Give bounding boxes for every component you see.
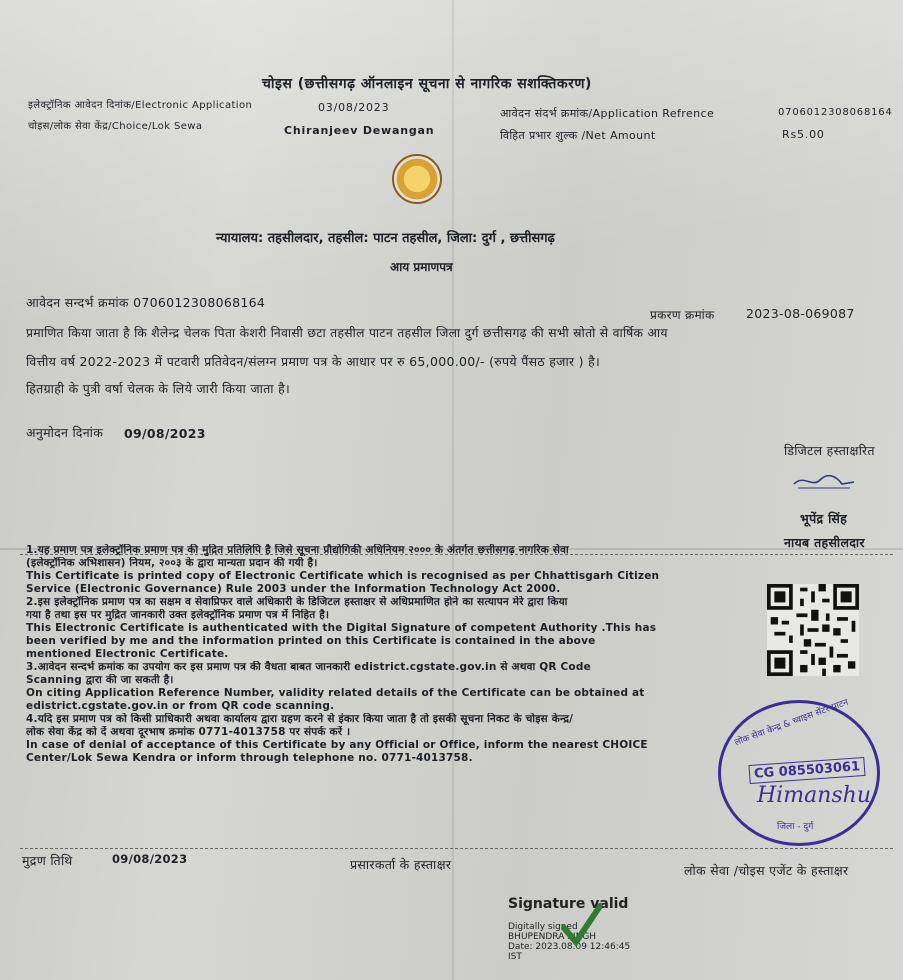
signature-line: Digitally signed xyxy=(508,922,578,932)
choice-center-label: चोइस/लोक सेवा केंद्र/Choice/Lok Sewa xyxy=(28,121,203,132)
signature-line: Date: 2023.08.09 12:46:45 xyxy=(508,942,631,952)
note-line: लोक सेवा केंद्र को दें अथवा दूरभाष क्रमांक 0771-4013758 पर संपर्क करें । xyxy=(26,726,351,738)
agent-rubber-stamp xyxy=(718,697,880,846)
note-line: Scanning द्वारा की जा सकती है। xyxy=(26,674,174,686)
note-line: On citing Application Reference Number, validity related details of the Certificate can be obtained at xyxy=(26,687,645,699)
header-title: चोइस (छत्तीसगढ़ ऑनलाइन सूचना से नागरिक सशक्तिकरण) xyxy=(262,76,592,92)
stamp-text-top: लोक सेवा केन्द्र & च्वाइस सेंटर पाटन xyxy=(733,697,850,749)
stamp-text-bottom: जिला - दुर्ग xyxy=(777,822,814,832)
note-line: 4.यदि इस प्रमाण पत्र को किसी प्राधिकारी अथवा कार्यालय द्वारा ग्रहण करने से इंकार किया जाता है तो इसकी सूचना निकट के चोइस केन्द्र/ xyxy=(26,713,574,725)
note-line: edistrict.cgstate.gov.in or from QR code scanning. xyxy=(26,700,335,712)
certificate-body-line: प्रमाणित किया जाता है कि शैलेन्द्र चेलक पिता केशरी निवासी छटा तहसील पाटन तहसील जिला दुर्ग छत्तीसगढ़ की सभी स्रोतो से वार्षिक आय xyxy=(26,326,668,340)
note-line: गया है तथा इस पर मुद्रित जानकारी उक्त इलेक्ट्रॉनिक प्रमाण पत्र में निहित है। xyxy=(26,609,330,621)
divider xyxy=(20,848,893,849)
application-reference-number: 070601230806816​4 xyxy=(778,107,893,118)
signature-line: BHUPENDRA SINGH xyxy=(508,932,597,942)
case-number: 2023-08-069087 xyxy=(746,306,855,321)
officer-designation: नायब तहसीलदार xyxy=(784,535,865,550)
application-reference-label: आवेदन संदर्भ क्रमांक/Application Refrence xyxy=(500,107,715,120)
note-line: (इलेक्ट्रॉनिक अभिशासन) नियम, २००३ के द्वारा मान्यता प्रदान की गयी है। xyxy=(26,557,318,569)
approval-date: 09/08/2023 xyxy=(124,426,206,441)
issuer-sign-label: प्रसारकर्ता के हस्ताक्षर xyxy=(350,857,452,872)
fold-line xyxy=(452,0,454,980)
signature-valid-title: Signature valid xyxy=(508,896,629,912)
certificate-notes xyxy=(26,544,726,765)
note-line: In case of denial of acceptance of this Certificate by any Official or Office, inform the nearest CHOICE xyxy=(26,739,648,751)
choice-center-name: Chiranjeev Dewangan xyxy=(284,124,435,137)
application-date: 03/08/2023 xyxy=(318,101,390,114)
officer-signature-icon xyxy=(790,470,860,492)
note-line: mentioned Electronic Certificate. xyxy=(26,648,229,660)
signature-line: IST xyxy=(508,952,522,962)
application-date-label: इलेक्ट्रॉनिक आवेदन दिनांक/Electronic Application xyxy=(28,100,253,111)
note-line: This Electronic Certificate is authenticated with the Digital Signature of competent Authority .This has xyxy=(26,622,657,634)
qr-code-icon[interactable] xyxy=(764,584,862,676)
state-emblem-icon xyxy=(392,154,442,204)
court-line: न्यायालय: तहसीलदार, तहसील: पाटन तहसील, जिला: दुर्ग , छत्तीसगढ़ xyxy=(216,231,555,246)
stamp-number: CG 085503061 xyxy=(748,757,865,784)
agent-sign-label: लोक सेवा /चोइस एजेंट के हस्ताक्षर xyxy=(684,863,849,878)
print-date: 09/08/2023 xyxy=(112,852,188,866)
approval-date-label: अनुमोदन दिनांक xyxy=(26,425,104,440)
net-amount-label: विहित प्रभार शुल्क /Net Amount xyxy=(500,129,656,142)
note-line: Center/Lok Sewa Kendra or inform through telephone no. 0771-4013758. xyxy=(26,752,473,764)
certificate-body-line: वित्तीय वर्ष 2022-2023 में पटवारी प्रतिवेदन/संलग्न प्रमाण पत्र के आधार पर रु 65,000.00/- (रुपये पैंसठ हजार ) है। xyxy=(26,354,601,369)
net-amount: Rs5.00 xyxy=(782,128,825,141)
certificate-title: आय प्रमाणपत्र xyxy=(390,260,453,274)
certificate-body-line: हितग्राही के पुत्री वर्षा चेलक के लिये जारी किया जाता है। xyxy=(26,381,291,396)
agent-signature: Himanshu xyxy=(757,783,871,808)
note-line: 1.यह प्रमाण पत्र इलेक्ट्रॉनिक प्रमाण पत्र की मुद्रित प्रतिलिपि है जिसे सूचना प्रौद्योगिकी अधिनियम २००० के अंतर्गत छत्तीसगढ़ नागरिक सेवा xyxy=(26,544,569,556)
note-line: 3.आवेदन सन्दर्भ क्रमांक का उपयोग कर इस प्रमाण पत्र की वैधता बाबत जानकारी edistrict.cgstate.gov.in से अथवा QR Code xyxy=(26,661,591,673)
application-reference-line: आवेदन सन्दर्भ क्रमांक 0706012308068164 xyxy=(26,295,266,310)
digital-sign-label: डिजिटल हस्ताक्षरित xyxy=(784,443,875,458)
note-line: This Certificate is printed copy of Electronic Certificate which is recognised as per Chhattisgarh Citizen xyxy=(26,570,660,582)
officer-name: भूपेंद्र सिंह xyxy=(800,511,848,526)
note-line: Service (Electronic Governance) Rule 2003 under the Information Technology Act 2000. xyxy=(26,583,561,595)
note-line: been verified by me and the information printed on this Certificate is contained in the above xyxy=(26,635,596,647)
digital-signature-block[interactable] xyxy=(508,896,658,976)
case-number-label: प्रकरण क्रमांक xyxy=(650,308,715,322)
note-line: 2.इस इलेक्ट्रॉनिक प्रमाण पत्र का सक्षम व सेवाप्रिफर वाले अधिकारी के डिजिटल हस्ताक्षर से अधिप्रमाणित होने का सत्यापन मेरे द्वारा किया xyxy=(26,596,568,608)
check-mark-icon xyxy=(560,900,602,948)
print-date-label: मुद्रण तिथि xyxy=(22,853,73,868)
